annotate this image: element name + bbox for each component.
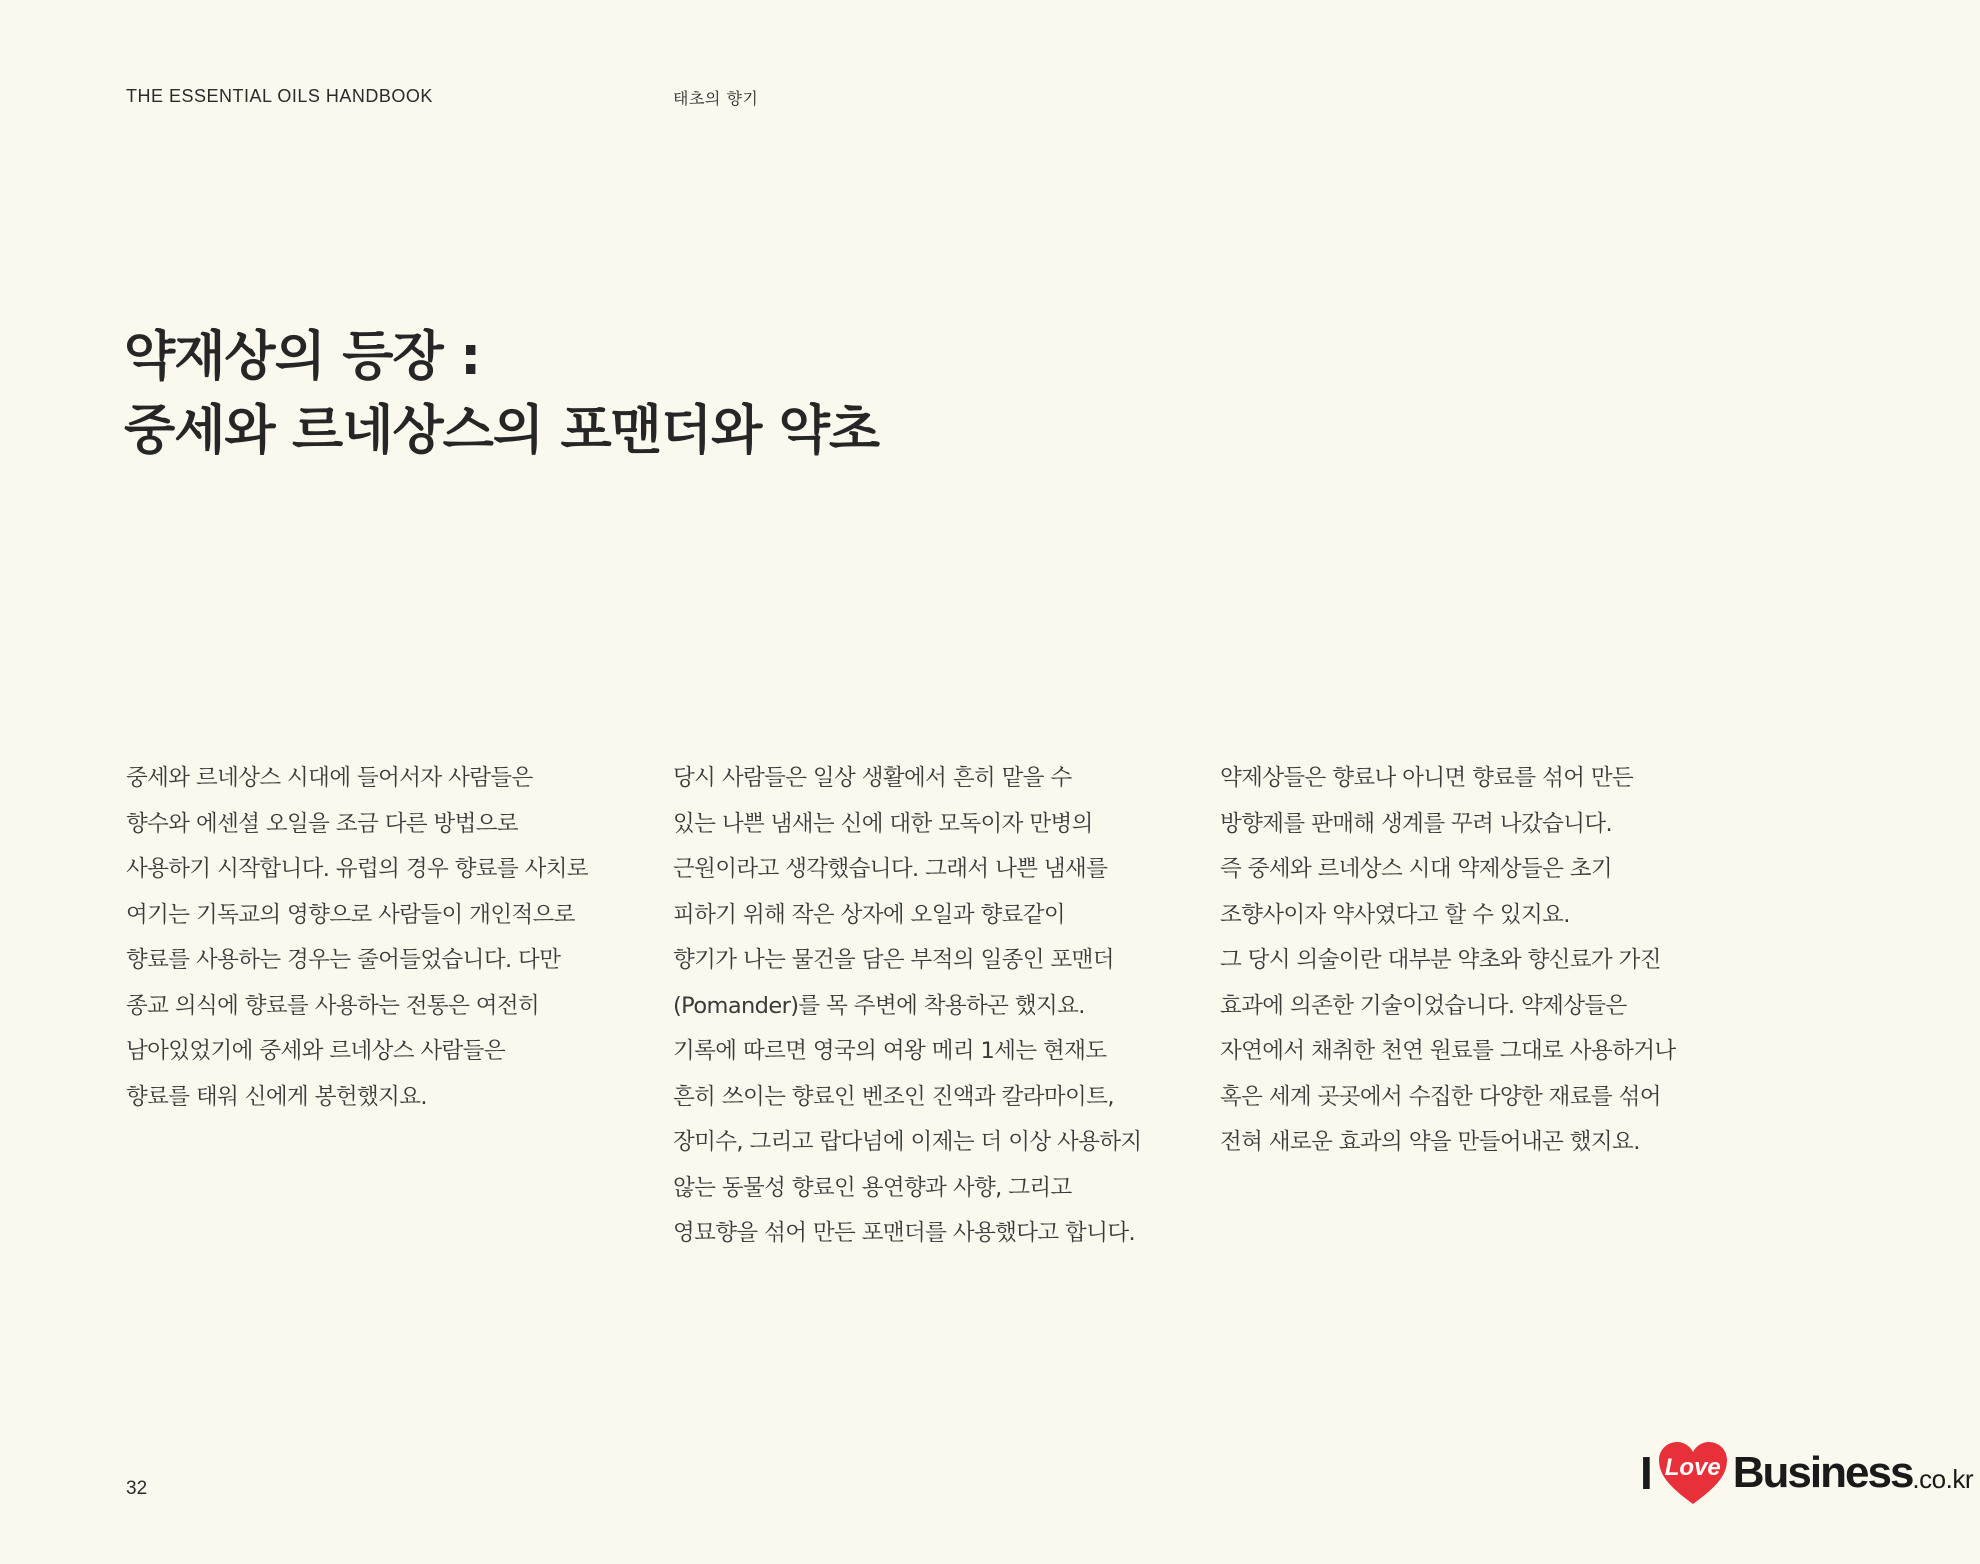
watermark-brand: Business <box>1732 1448 1913 1497</box>
text-line: 향수와 에센셜 오일을 조금 다른 방법으로 <box>126 810 519 837</box>
body-column-2 <box>673 756 1183 1257</box>
text-line: 당시 사람들은 일상 생활에서 흔히 맡을 수 <box>673 765 1072 791</box>
page-number: 32 <box>126 1478 148 1499</box>
text-line: 향료를 사용하는 경우는 줄어들었습니다. 다만 <box>126 947 561 973</box>
book-title-header: THE ESSENTIAL OILS HANDBOOK <box>126 86 433 106</box>
text-line: 향기가 나는 물건을 담은 부적의 일종인 포맨더 <box>673 947 1114 973</box>
watermark-prefix: I <box>1640 1447 1653 1499</box>
text-line: 여기는 기독교의 영향으로 사람들이 개인적으로 <box>126 901 575 928</box>
text-line: 장미수, 그리고 랍다넘에 이제는 더 이상 사용하지 <box>673 1129 1142 1155</box>
text-line: 향료를 태워 신에게 봉헌했지요. <box>126 1083 427 1110</box>
chapter-title-line-1: 약재상의 등장 : <box>124 326 481 387</box>
body-column-3 <box>1220 756 1730 1166</box>
text-line: 약제상들은 향료나 아니면 향료를 섞어 만든 <box>1220 765 1634 791</box>
text-line: 피하기 위해 작은 상자에 오일과 향료같이 <box>673 901 1066 928</box>
text-line: 조향사이자 약사였다고 할 수 있지요. <box>1220 901 1570 928</box>
text-line: (Pomander)를 목 주변에 착용하곤 했지요. <box>673 992 1085 1019</box>
text-line: 남아있었기에 중세와 르네상스 사람들은 <box>126 1038 505 1064</box>
text-line: 사용하기 시작합니다. 유럽의 경우 향료를 사치로 <box>126 856 589 882</box>
section-title-header: 태초의 향기 <box>673 89 759 108</box>
text-line: 근원이라고 생각했습니다. 그래서 나쁜 냄새를 <box>673 856 1108 882</box>
watermark-tld: .co.kr <box>1912 1463 1973 1494</box>
text-line: 전혀 새로운 효과의 약을 만들어내곤 했지요. <box>1220 1129 1640 1155</box>
body-column-1 <box>126 756 636 1120</box>
watermark-heart-text: Love <box>1664 1454 1721 1481</box>
text-line: 흔히 쓰이는 향료인 벤조인 진액과 칼라마이트, <box>673 1083 1114 1110</box>
text-line: 중세와 르네상스 시대에 들어서자 사람들은 <box>126 765 533 791</box>
text-line: 효과에 의존한 기술이었습니다. 약제상들은 <box>1220 992 1627 1019</box>
text-line: 기록에 따르면 영국의 여왕 메리 1세는 현재도 <box>673 1038 1107 1064</box>
text-line: 종교 의식에 향료를 사용하는 전통은 여전히 <box>126 992 540 1019</box>
chapter-title-line-2: 중세와 르네상스의 포맨더와 약초 <box>124 400 880 461</box>
heart-icon <box>1657 1440 1729 1506</box>
chapter-title <box>124 320 879 468</box>
text-line: 그 당시 의술이란 대부분 약초와 향신료가 가진 <box>1220 947 1661 973</box>
text-line: 있는 나쁜 냄새는 신에 대한 모독이자 만병의 <box>673 810 1093 837</box>
text-line: 자연에서 채취한 천연 원료를 그대로 사용하거나 <box>1220 1038 1676 1064</box>
watermark-logo <box>1640 1438 1973 1508</box>
text-line: 즉 중세와 르네상스 시대 약제상들은 초기 <box>1220 856 1613 882</box>
text-line: 방향제를 판매해 생계를 꾸려 나갔습니다. <box>1220 810 1613 837</box>
text-line: 않는 동물성 향료인 용연향과 사향, 그리고 <box>673 1174 1072 1201</box>
text-line: 혹은 세계 곳곳에서 수집한 다양한 재료를 섞어 <box>1220 1083 1661 1110</box>
text-line: 영묘향을 섞어 만든 포맨더를 사용했다고 합니다. <box>673 1220 1136 1246</box>
